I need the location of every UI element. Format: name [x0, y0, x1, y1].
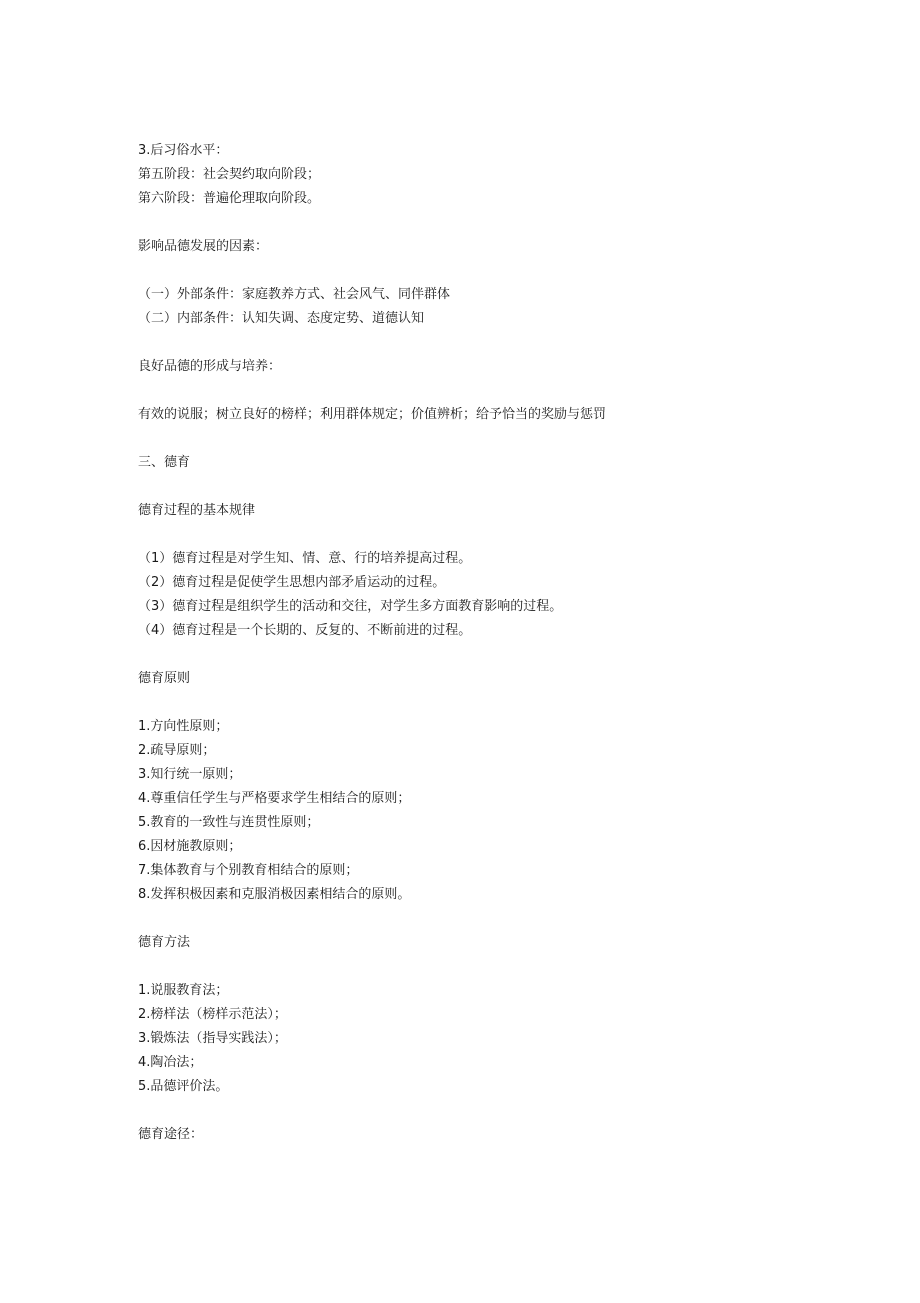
approaches-heading: 德育途径：	[138, 1127, 204, 1142]
cultivation-text: 有效的说服；树立良好的榜样；利用群体规定；价值辨析；给予恰当的奖励与惩罚	[138, 407, 607, 422]
method-item: 3.锻炼法（指导实践法）；	[138, 1031, 287, 1046]
spacer	[138, 475, 778, 499]
spacer	[138, 643, 778, 667]
method-item: 4.陶冶法；	[138, 1055, 203, 1070]
document-body	[138, 139, 778, 1147]
law-item: （1）德育过程是对学生知、情、意、行的培养提高过程。	[138, 551, 472, 566]
spacer	[138, 523, 778, 547]
law-item: （2）德育过程是促使学生思想内部矛盾运动的过程。	[138, 575, 446, 590]
stage-six-text: 第六阶段：普遍伦理取向阶段。	[138, 191, 321, 206]
law-item: （4）德育过程是一个长期的、反复的、不断前进的过程。	[138, 623, 472, 638]
principle-item: 8.发挥积极因素和克服消极因素相结合的原则。	[138, 887, 411, 902]
spacer	[138, 259, 778, 283]
cultivation-heading: 良好品德的形成与培养：	[138, 359, 282, 374]
principle-item: 1.方向性原则；	[138, 719, 229, 734]
factor-item: （一）外部条件：家庭教养方式、社会风气、同伴群体	[138, 287, 451, 302]
method-item: 5.品德评价法。	[138, 1079, 229, 1094]
spacer	[138, 691, 778, 715]
principle-item: 4.尊重信任学生与严格要求学生相结合的原则；	[138, 791, 411, 806]
spacer	[138, 427, 778, 451]
principles-heading: 德育原则	[138, 671, 191, 686]
factor-item: （二）内部条件：认知失调、态度定势、道德认知	[138, 311, 425, 326]
methods-heading: 德育方法	[138, 935, 191, 950]
method-item: 2.榜样法（榜样示范法）；	[138, 1007, 287, 1022]
principle-item: 2.疏导原则；	[138, 743, 216, 758]
law-item: （3）德育过程是组织学生的活动和交往，对学生多方面教育影响的过程。	[138, 599, 563, 614]
spacer	[138, 379, 778, 403]
factors-heading: 影响品德发展的因素：	[138, 239, 269, 254]
principle-item: 3.知行统一原则；	[138, 767, 242, 782]
spacer	[138, 955, 778, 979]
spacer	[138, 1099, 778, 1123]
spacer	[138, 907, 778, 931]
stage-five-text: 第五阶段：社会契约取向阶段；	[138, 167, 321, 182]
laws-heading: 德育过程的基本规律	[138, 503, 256, 518]
principle-item: 7.集体教育与个别教育相结合的原则；	[138, 863, 359, 878]
principle-item: 5.教育的一致性与连贯性原则；	[138, 815, 320, 830]
post-conventional-heading: 3.后习俗水平：	[138, 143, 229, 158]
principle-item: 6.因材施教原则；	[138, 839, 242, 854]
section-three-heading: 三、德育	[138, 455, 191, 470]
spacer	[138, 331, 778, 355]
spacer	[138, 211, 778, 235]
method-item: 1.说服教育法；	[138, 983, 229, 998]
